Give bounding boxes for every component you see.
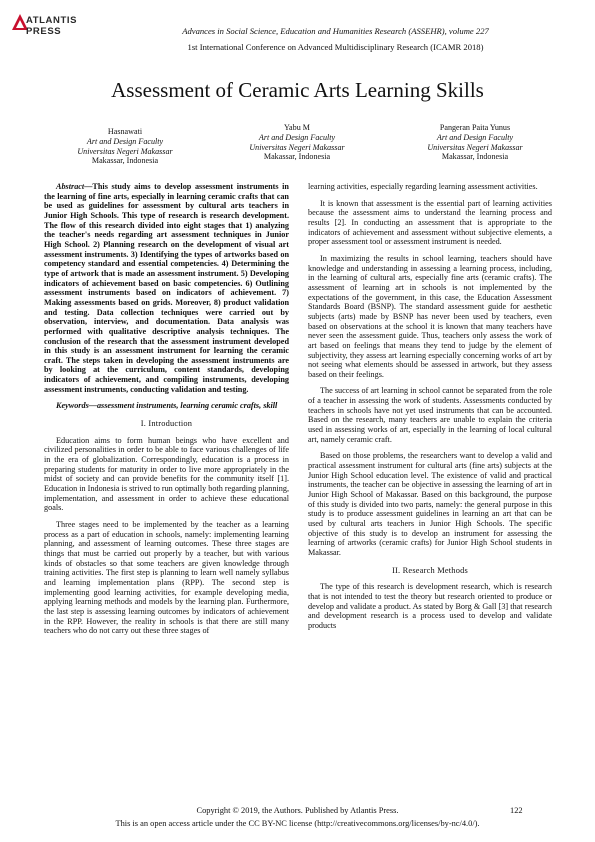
abstract-lead: Abstract— bbox=[56, 182, 93, 191]
author-univ: Universitas Negeri Makassar bbox=[427, 142, 523, 152]
author-name: Hasnawati bbox=[107, 127, 143, 136]
running-head-conference: 1st International Conference on Advanced Multidisciplinary Research (ICAMR 2018) bbox=[187, 42, 484, 52]
running-head-journal: Advances in Social Science, Education and Humanities Research (ASSEHR), volume 227 bbox=[182, 26, 489, 36]
methods-paragraph-1: The type of this research is development research, which is research that is not intended to test the theory but research oriented to produce or develop and validate a product. As stated by Borg & Gall [3] that research and development research is a process used to develop and validate products bbox=[308, 582, 552, 630]
section-heading-introduction: I. Introduction bbox=[140, 419, 193, 429]
body-paragraph-2: In maximizing the results in school learning, teachers should have knowledge and understanding in assessing a learning process, including, in the learning of cultural arts, especially fine arts (ceramic crafts). The assessment of learning art in schools is not implemented by the expectations of the government, in this case, the Education Assessment Standards Board (BSNP). The standard assessment guide for aesthetic subjects (arts) made by BSNP has never been used by teachers, even based on observations at the school it is known that many teachers have never seen the assessment guide. Thus, teachers only assess the work of art based on feelings that means they tend to judge by the element of subjectivity, they assess art learning especially concerning works of art by not seeing what elements should be assessed in artwork, but they assess based on their feelings. bbox=[308, 253, 552, 379]
body-paragraph-3: The success of art learning in school cannot be separated from the role of a teacher in assessing the work of students. Assessments conducted by teachers in schools have not yet used instruments that can be accounted. Based on the research, many teachers are unable to explain the criteria used in assessing works of art, especially in the learning of local cultural art, namely ceramic craft. bbox=[308, 386, 552, 444]
intro-paragraph-2: Three stages need to be implemented by the teacher as a learning process as a part of education in schools, namely: implementing learning planning, and assessment of learning outcomes. These three stages are things that must be carried out properly by a teacher, but with various kinds of obstacles so that some teachers are given knowledge through training activities. The first step is planning to learn well namely syllabus and learning implementation plans (RPP). The second step is implementing good learning activities, for example developing media, applying learning methods and models by the learning plan. Furthermore, the last step is assessing learning outcomes by indicators of achievement in the RPP. However, the reality in schools is that there are still many teachers who do not carry out these three stages of bbox=[44, 520, 289, 636]
keywords-text: assessment instruments, learning ceramic crafts, skill bbox=[96, 401, 278, 411]
abstract bbox=[44, 182, 289, 394]
body-paragraph-1: It is known that assessment is the essential part of learning activities because the assessment aims to understand the learning process and results [2]. In conducting an assessment that is appropriate to the indicators of achievement and assessment without subjective elements, a proper assessment tool or assessment instrument is needed. bbox=[308, 198, 552, 247]
left-column bbox=[44, 182, 289, 643]
body-paragraph-4: Based on those problems, the researchers want to develop a valid and practical assessment instrument for cultural arts (fine arts) subjects at the Junior High School education level. The existence of valid and practical instruments, the teacher can be objective in assessing the learning of art in Junior High School of Makassar. Based on this background, the purpose of this study is divided into two parts, namely: the general purpose in this study is to produce assessment guidelines in learning an art that can be used by cultural arts teachers in Junior High Schools. The specific objective of this study is to develop an instrument for assessing the learning of artworks (ceramic crafts) for Junior High School students in Makassar. bbox=[308, 451, 552, 557]
footer-copyright: Copyright © 2019, the Authors. Published by Atlantis Press. bbox=[196, 806, 399, 815]
author-city: Makassar, Indonesia bbox=[263, 152, 331, 162]
paper-title: Assessment of Ceramic Arts Learning Skills bbox=[111, 78, 484, 102]
author-city: Makassar, Indonesia bbox=[441, 152, 509, 162]
paragraph-continued: learning activities, especially regarding learning assessment activities. bbox=[308, 182, 538, 191]
author-block-2 bbox=[222, 123, 372, 162]
author-dept: Art and Design Faculty bbox=[258, 132, 336, 142]
author-dept: Art and Design Faculty bbox=[436, 132, 514, 142]
keywords bbox=[44, 401, 289, 411]
author-block-1 bbox=[50, 127, 200, 166]
right-column bbox=[308, 182, 552, 638]
author-block-3 bbox=[400, 123, 550, 162]
author-name: Yabu M bbox=[284, 123, 310, 132]
logo-line-1: ATLANTIS bbox=[26, 15, 78, 26]
footer-license: This is an open access article under the CC BY-NC license (http://creativecommons.org/licenses/by-nc/4.0/). bbox=[115, 819, 480, 828]
author-name: Pangeran Paita Yunus bbox=[439, 123, 511, 132]
keywords-lead: Keywords— bbox=[56, 401, 97, 411]
logo-line-2: PRESS bbox=[26, 26, 62, 37]
author-univ: Universitas Negeri Makassar bbox=[249, 142, 345, 152]
abstract-text: This study aims to develop assessment instruments in the learning of fine arts, especially in learning ceramic crafts that can be used as guidelines for assessment by cultural arts teachers in Junior High Schools. This type of research is research development. The flow of this research divided into eight stages that 1) analyzing the teacher's needs regarding art assessment techniques in Junior High School. 2) Planning research on the development of visual art assessment instruments. 3) Identifying the types of artworks based on competency standard and essential competencies. 4) Determining the type of artwork that is made an assessment instrument. 5) Developing indicators of achievement based on basic competencies. 6) Outlining assessment instruments based on indicators of achievement. 7) Making assessments based on grids. Moreover, 8) product validation and testing. Data collection techniques were carried out by observation, interview, and documentation. Data analysis was performed with qualitative descriptive analysis techniques. The conclusion of the research that the assessment instrument developed in this study is an assessment instrument for learning the ceramic craft. The steps taken in developing the assessment instruments are by looking at the curriculum, content standards, developing indicators of achievement, and compiling instruments, developing assessment instruments, conducting validation and testing. bbox=[44, 182, 289, 394]
intro-paragraph-1: Education aims to form human beings who have excellent and civilized personalities in order to be able to face various challenges of life in the era of globalization. Correspondingly, education is a process in preparing students for maturity in order to live more appropriately in the midst of society and can provide benefits for the community itself [1]. Education in Indonesia is strived to run optimally both regarding planning, implementation, and assessment in order to achieve these educational goals. bbox=[44, 435, 289, 513]
section-heading-research-methods: II. Research Methods bbox=[392, 565, 468, 575]
author-univ: Universitas Negeri Makassar bbox=[77, 146, 173, 156]
page-number: 122 bbox=[510, 806, 523, 815]
author-dept: Art and Design Faculty bbox=[86, 136, 164, 146]
author-city: Makassar, Indonesia bbox=[91, 156, 159, 166]
